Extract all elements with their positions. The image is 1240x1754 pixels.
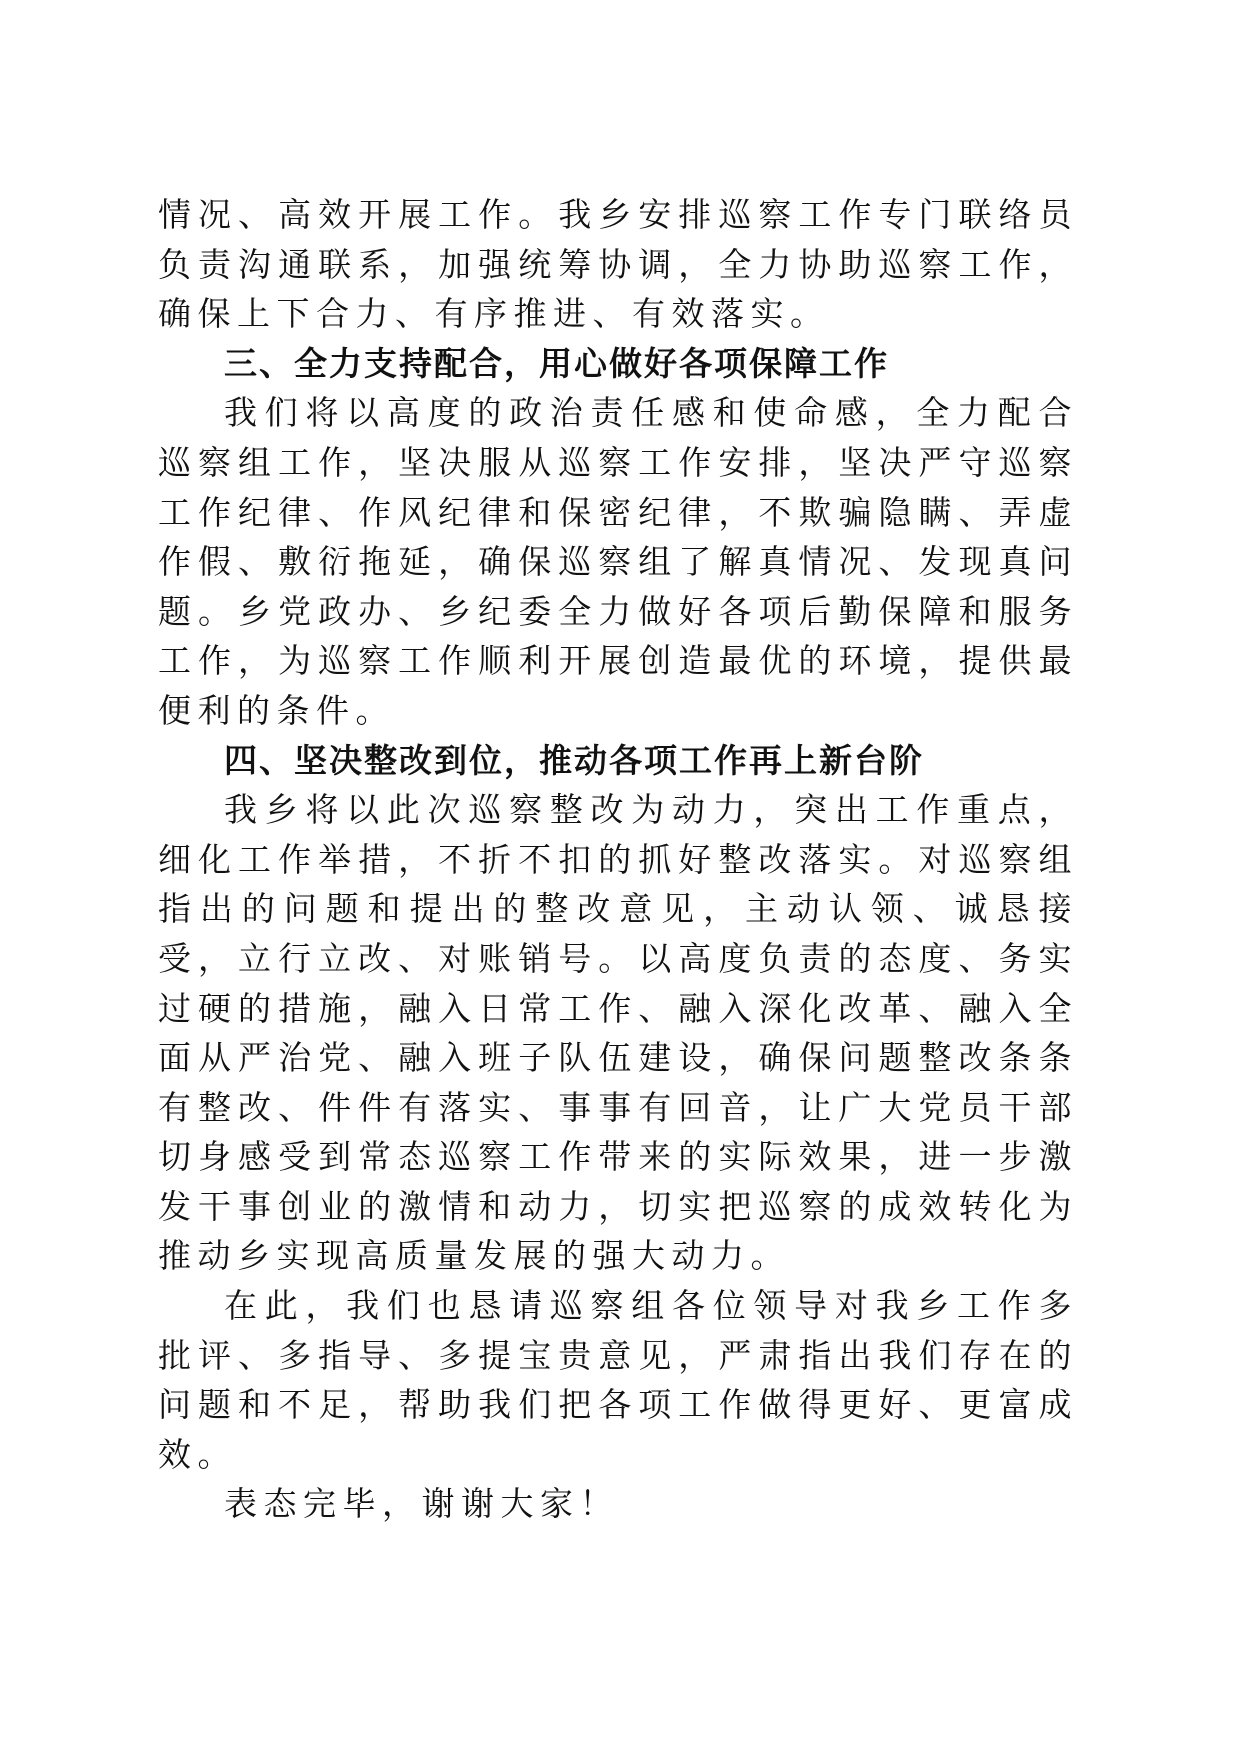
body-paragraph: 情况、高效开展工作。我乡安排巡察工作专门联络员负责沟通联系，加强统筹协调，全力协助巡察工作，确保上下合力、有序推进、有效落实。 [158,195,1078,334]
body-paragraph: 我乡将以此次巡察整改为动力，突出工作重点，细化工作举措，不折不扣的抓好整改落实。对巡察组指出的问题和提出的整改意见，主动认领、诚恳接受，立行立改、对账销号。以高度负责的态度、务实过硬的措施，融入日常工作、融入深化改革、融入全面从严治党、融入班子队伍建设，确保问题整改条条有整改、件件有落实、事事有回音，让广大党员干部切身感受到常态巡察工作带来的实际效果，进一步激发干事创业的激情和动力，切实把巡察的成效转化为推动乡实现高质量发展的强大动力。 [158,790,1078,1276]
body-paragraph: 在此，我们也恳请巡察组各位领导对我乡工作多批评、多指导、多提宝贵意见，严肃指出我们存在的问题和不足，帮助我们把各项工作做得更好、更富成效。 [158,1286,1078,1474]
section-heading: 四、坚决整改到位，推动各项工作再上新台阶 [224,740,924,780]
document-page [158,190,1078,1529]
section-heading: 三、全力支持配合，用心做好各项保障工作 [224,343,889,383]
body-paragraph: 我们将以高度的政治责任感和使命感，全力配合巡察组工作，坚决服从巡察工作安排，坚决严守巡察工作纪律、作风纪律和保密纪律，不欺骗隐瞒、弄虚作假、敷衍拖延，确保巡察组了解真情况、发现真问题。乡党政办、乡纪委全力做好各项后勤保障和服务工作，为巡察工作顺利开展创造最优的环境，提供最便利的条件。 [158,393,1078,730]
closing-paragraph: 表态完毕，谢谢大家！ [224,1484,619,1524]
